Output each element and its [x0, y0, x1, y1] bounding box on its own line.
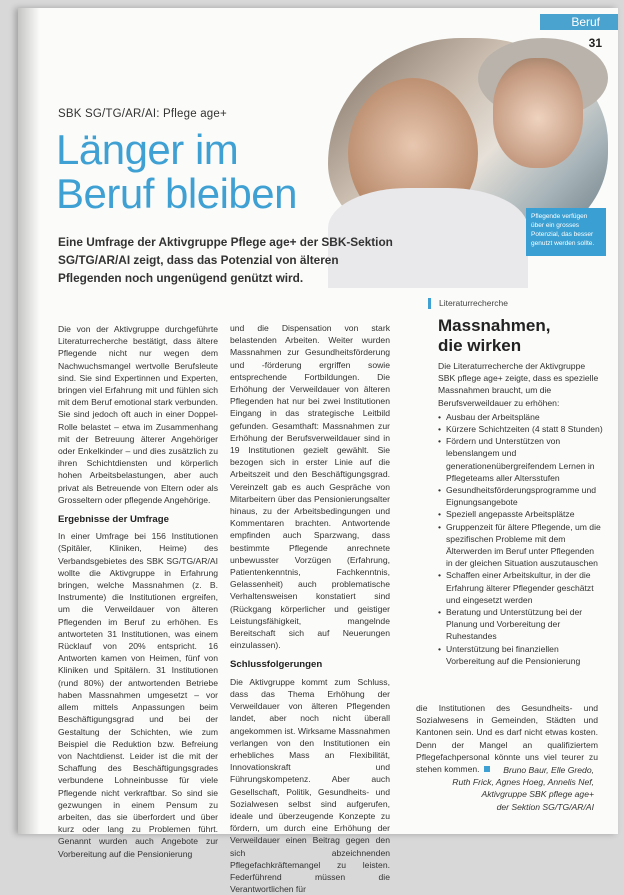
list-item: • Unterstützung bei finanziellen Vorbereitung auf die Pensionierung: [446, 643, 603, 667]
body-paragraph: Die von der Aktivgruppe durchgeführte Literaturrecherche bestätigt, dass ältere Pflegende nicht nur wegen dem Nachwuchsmangel wertvolle Berufsleute sind. Sie sind Expertinnen und Experten, bringen viel Erfahrung mit und fühlen sich mit dem Beruf emotional stark verbunden. Sie sind jedoch oft auch in einer Doppel-Rolle belastet – etwa im Zusammenhang mit der Betreuung älterer Angehöriger oder Enkelkinder – und dies zusätzlich zu ihren Schichtdiensten und körperlich hohen Arbeitsbelastungen, aber auch privat als Betreuende von Eltern oder als Grosseltern oder pflegende Angehörige.: [58, 324, 218, 505]
author-line: Bruno Baur, Elle Gredo,: [503, 765, 594, 775]
list-item: • Schaffen einer Arbeitskultur, in der die Erfahrung älterer Pflegender geschätzt und eingesetzt werden: [446, 569, 603, 606]
photo-caption: Pflegende verfügen über ein grosses Potenzial, das besser genutzt werden sollte.: [526, 208, 606, 256]
box-title-line-1: Massnahmen,: [438, 316, 551, 335]
lead-paragraph: Eine Umfrage der Aktivgruppe Pflege age+ der SBK-Sektion SG/TG/AR/AI zeigt, dass das Potenzial von älteren Pflegenden noch ungenügend genützt wird.: [58, 235, 393, 285]
box-title-line-2: die wirken: [438, 336, 522, 355]
subheading: Schlussfolgerungen: [230, 659, 323, 671]
body-paragraph: In einer Umfrage bei 156 Institutionen (Spitäler, Kliniken, Heime) des Verbandsgebietes des SBK SG/TG/AR/AI wollte die Aktivgruppe in Erfahrung bringen, welche Massnahmen (z. B. Instrumente) die Institutionen ergreifen, um die Verweildauer von älteren Pflegenden im Beruf zu erhöhen. Es antworteten 31 Institutionen, was einem Rücklauf von 20% entspricht. 16 Antworten kamen von Heimen, fünf von Kliniken und Spitälern. 31 Institutionen (rund 80%) der antwortenden Betriebe haben Massnahmen umgesetzt – vor allem mittels Anpassungen beim Beschäftigungsgrad und bei der Gestaltung der Schichten, wie zum Beispiel die Reduktion bzw. Befreiung von Nachtdienst. Leider ist die mit der Schaffung des Beschäftigungsgrades verbundene Lohneinbusse für viele Pflegende nicht verkraftbar. So sind sie gezwungen in einem Pensum zu arbeiten, das sie überfordert und über kurz oder lang zu Problemen führt. Genannt wurden auch Angebote zur Vorbereitung auf die Pensionierung: [58, 531, 218, 859]
title-line-1: Länger im: [56, 126, 239, 173]
author-line: der Sektion SG/TG/AR/AI: [496, 801, 594, 812]
box-intro: Die Literaturrecherche der Aktivgruppe SBK pflege age+ zeigte, dass es spezielle Massnahmen braucht, um die Berufsverweildauer zu erhöhen:: [438, 361, 599, 408]
list-item: • Kürzere Schichtzeiten (4 statt 8 Stunden): [446, 423, 603, 435]
article-title: [56, 128, 356, 216]
box-body: [438, 360, 603, 667]
subheading: Ergebnisse der Umfrage: [58, 514, 169, 526]
body-column-1: [58, 323, 218, 860]
list-item: • Gesundheitsförderungsprogramme und Eignungsangebote: [446, 484, 603, 508]
body-paragraph: und die Dispensation von stark belastenden Arbeiten. Weiter wurden Massnahmen zur Gesundheitsförderung und -förderung ergriffen sowie entsprechende Fortbildungen. Die Erhöhung der Verweildauer von älteren Pflegenden hat nur bei zwei Institutionen Eingang in das strategische Leitbild gefunden. Gesamthaft: Massnahmen zur Erhöhung der Berufsverweildauer sind in 19 Institutionen gezielt gewählt. Sie bezogen sich in erster Linie auf die Arbeitszeit und den Beschäftigungsgrad. Vereinzelt gab es auch Gespräche von Mitarbeitern über das Pensionierungsalter hinaus, zu der Arbeitsbedingungen und Kommentaren brachten. Antwortende empfinden auch Sparzwang, dass bestimmte Pflegende anrechnete unbewusster Vorzügen (Erfahrung, Patientenkenntnis, Fachkenntnis, Gelassenheit) auch problematische Verhaltensweisen konstatiert sind (Rückgang körperlicher und geistiger Leistungsfähigkeit, mangelnde Bereitschaft sich auf Neuerungen einzulassen).: [230, 323, 390, 651]
list-item: • Speziell angepasste Arbeitsplätze: [446, 508, 603, 520]
box-title: [438, 316, 550, 356]
page-number: 31: [588, 36, 602, 50]
photo-woman-face: [493, 58, 583, 168]
section-tab: Beruf: [540, 14, 618, 30]
author-line: Ruth Frick, Agnes Hoeg, Annelis Nef,: [452, 777, 594, 788]
box-list: [438, 411, 603, 667]
body-column-2: [230, 322, 390, 895]
kicker: SBK SG/TG/AR/AI: Pflege age+: [58, 108, 227, 120]
box-label: Literaturrecherche: [428, 298, 508, 309]
author-credit: [416, 764, 594, 813]
list-item: • Ausbau der Arbeitspläne: [446, 411, 603, 423]
sidebar-box: [428, 298, 606, 666]
author-line: Aktivgruppe SBK pflege age+: [481, 789, 594, 800]
list-item: • Fördern und Unterstützen von lebenslangem und generationenübergreifendem Lernen in Pflegeteams aller Altersstufen: [446, 435, 603, 484]
list-item: • Gruppenzeit für ältere Pflegende, um die spezifischen Probleme mit dem Älterwerden im Beruf unter Pflegenden in der gleichen Situation auszutauschen: [446, 521, 603, 570]
page-spine-shadow: [18, 8, 40, 834]
magazine-page: [18, 8, 618, 895]
body-paragraph: Die Aktivgruppe kommt zum Schluss, dass das Thema Erhöhung der Verweildauer von älteren Pflegenden landet, aber noch nicht überall angekommen ist. Wirksame Massnahmen verlangen von den Institutionen ein erhebliches Mass an Flexibilität, Innovationskraft und Führungskompetenz. Aber auch Gesellschaft, Politik, Gesundheits- und Sozialwesen selbst sind aufgerufen, ideale und überzeugende Konzepte zu fördern, um durch eine Erhöhung der Verweildauer einen Beitrag gegen den sich abzeichnenden Pflegefachkräftemangel zu leisten. Federführend müssen die Verantwortlichen für: [230, 676, 390, 895]
title-line-2: Beruf bleiben: [56, 170, 298, 217]
list-item: • Beratung und Unterstützung bei der Planung und Vorbereitung der Ruhestandes: [446, 606, 603, 643]
closing-text: die Institutionen des Gesundheits- und Sozialwesens in Gemeinden, Städten und Kantonen sein. Und es darf nicht etwas kosten. Denn der Mangel an qualifiziertem Pflegefachpersonal könnte uns viel teurer zu stehen kommen.: [416, 703, 598, 775]
